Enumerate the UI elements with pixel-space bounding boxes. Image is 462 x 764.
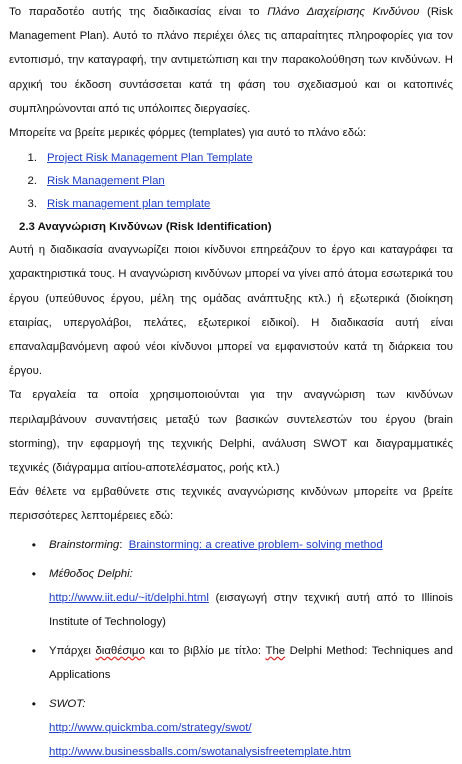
intro-paragraph <box>9 0 453 121</box>
list-item: 3. Risk management plan template <box>9 193 453 216</box>
delphi-label: Μέθοδος Delphi: <box>49 567 133 580</box>
delphi-link[interactable]: http://www.iit.edu/~it/delphi.html <box>49 591 209 604</box>
template-link-risk-plan-template[interactable]: Risk management plan template <box>47 198 211 211</box>
swot-link-businessballs[interactable]: http://www.businessballs.com/swotanalysisfreetemplate.htm <box>49 745 351 758</box>
brainstorming-link[interactable]: Brainstorming: a creative problem- solving method <box>128 538 383 551</box>
resources-list <box>9 533 453 764</box>
bullet-icon: • <box>31 696 36 711</box>
swot-label: SWOT: <box>49 697 86 710</box>
templates-intro: Μπορείτε να βρείτε μερικές φόρμες (templates) για αυτό το πλάνο εδώ: <box>9 127 367 140</box>
book-title: Delphi Method: Techniques and Applications <box>49 644 453 681</box>
list-item: • Brainstorming: Brainstorming: a creative problem- solving method <box>9 533 453 557</box>
list-item <box>9 562 453 634</box>
section-paragraph-1: Αυτή η διαδικασία αναγνωρίζει ποιοι κίνδυνοι επηρεάζουν το έργο και καταγράφει τα χαρακτηριστικά τους. Η αναγνώριση κινδύνων μπορεί να γίνει από άτομα εσωτερικά του έργου (υπεύθυνος έργου, μέλη της ομάδας ανάπτυξης κτλ.) ή εξωτερικά (διοίκηση εταιρίας, υπεργολάβοι, πελάτες, εξωτερικοί ειδικοί). Η διαδικασία αυτή είναι επαναλαμβανόμενη αφού νέοι κίνδυνοι μπορεί να εμφανιστούν κατά τη διάρκεια του έργου. <box>9 244 453 378</box>
template-link-project-risk[interactable]: Project Risk Management Plan Template <box>47 152 253 165</box>
bullet-icon: • <box>31 537 36 552</box>
list-item: 1. Project Risk Management Plan Template <box>9 147 453 170</box>
list-item <box>9 692 453 764</box>
template-link-risk-management-plan[interactable]: Risk Management Plan <box>47 175 165 188</box>
templates-list <box>9 147 453 216</box>
plan-name-italic: Πλάνο Διαχείρισης Κινδύνου <box>267 6 420 18</box>
section-paragraph-2: Τα εργαλεία τα οποία χρησιμοποιούνται για την αναγνώριση των κινδύνων περιλαμβάνουν συναντήσεις μεταξύ των βασικών συντελεστών του έργου (brain storming), την εφαρμογή της τεχνικής Delphi, ανάλυση SWOT και διαγραμματικές τεχνικές (διάγραμμα αιτίου-αποτελέσματος, ροής κτλ.) <box>9 389 453 475</box>
spellcheck-word: The <box>265 644 286 657</box>
delphi-description: (εισαγωγή στην τεχνική αυτή από το Illinois Institute of Technology) <box>49 591 453 628</box>
swot-link-quickmba[interactable]: http://www.quickmba.com/strategy/swot/ <box>49 721 252 734</box>
bullet-icon: • <box>31 643 36 658</box>
section-heading: 2.3 Αναγνώριση Κινδύνων (Risk Identification) <box>19 221 272 234</box>
list-item: 2. Risk Management Plan <box>9 170 453 193</box>
bullet-icon: • <box>31 566 36 581</box>
list-item: • Υπάρχει διαθέσιμο και το βιβλίο με τίτλο: The Delphi Method: Techniques and Applications <box>9 639 453 687</box>
brainstorming-label: Brainstorming <box>49 538 120 551</box>
section-paragraph-3: Εάν θέλετε να εμβαθύνετε στις τεχνικές αναγνώρισης κινδύνων μπορείτε να βρείτε περισσότερες λεπτομέρειες εδώ: <box>9 486 453 523</box>
spellcheck-word: διαθέσιμο <box>95 644 145 657</box>
intro-text-a: Το παραδοτέο αυτής της διαδικασίας είναι το <box>9 6 268 18</box>
intro-text-b: (Risk Management Plan). Αυτό το πλάνο περιέχει όλες τις απαραίτητες πληροφορίες για τον εντοπισμό, την καταγραφή, την αντιμετώπιση και την παρακολούθηση των κινδύνων. Η αρχική του έκδοση συντάσσεται κατά τη φάση του σχεδιασμού και οι κατοπινές συμπληρώνονται από τις υπόλοιπες διεργασίες. <box>9 6 453 115</box>
